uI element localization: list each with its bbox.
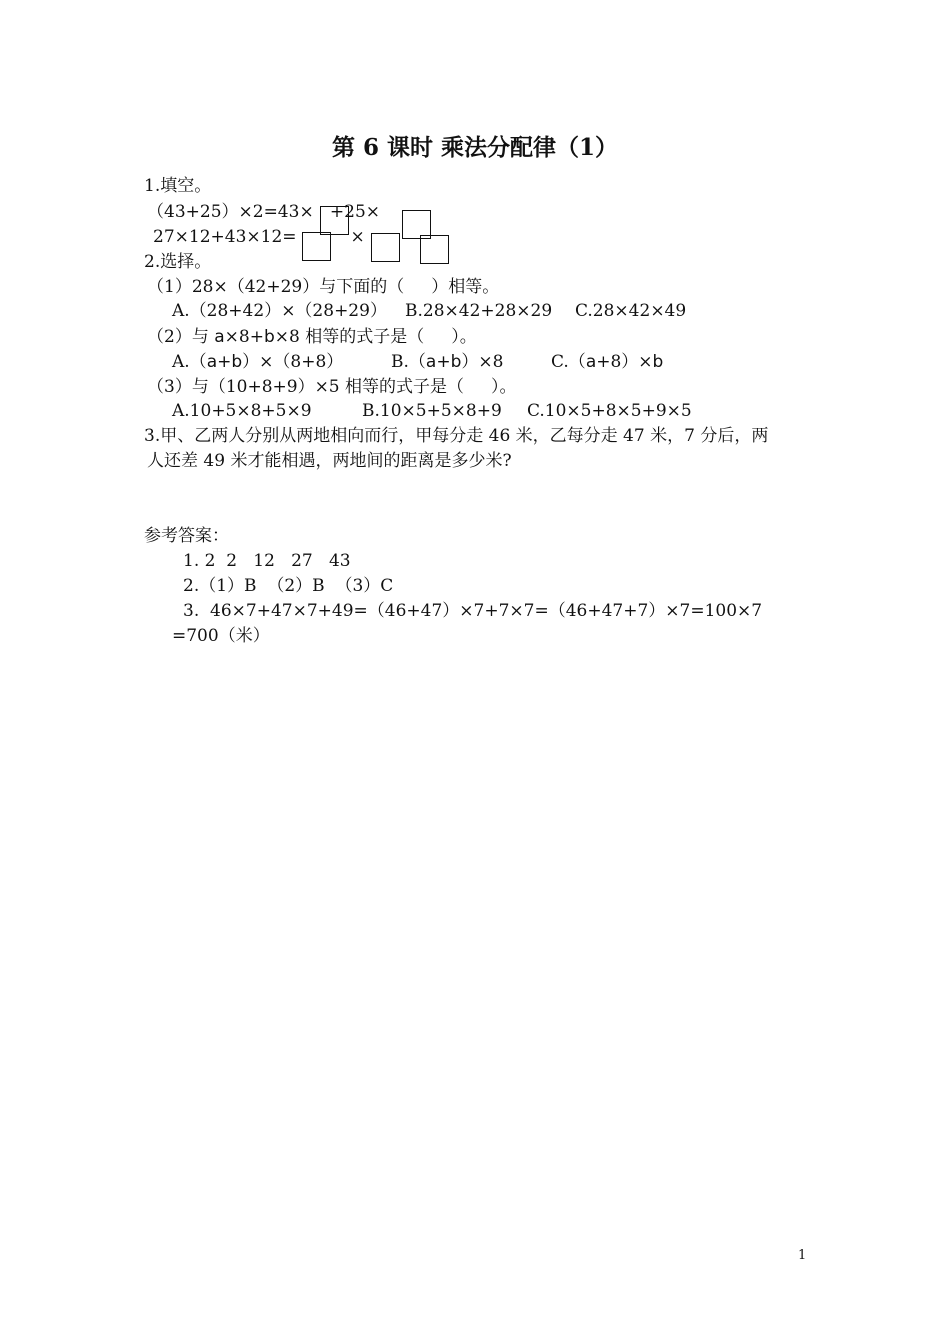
q3-line1: 3.甲、乙两人分别从两地相向而行，甲每分走 46 米，乙每分走 47 米，7 分后，两 xyxy=(144,426,769,446)
answer-box-3[interactable] xyxy=(302,232,331,261)
answer-box-5[interactable] xyxy=(420,235,449,264)
answer-1: 1. 2 2 12 27 43 xyxy=(183,551,351,571)
answer-box-4[interactable] xyxy=(371,233,400,262)
answer-box-1[interactable] xyxy=(320,206,349,235)
q3-line2: 人还差 49 米才能相遇，两地间的距离是多少米? xyxy=(147,451,512,471)
q2-1-option-c: C.28×42×49 xyxy=(575,301,687,321)
q2-2-stem: （2）与 a×8+b×8 相等的式子是（ ）。 xyxy=(147,327,477,347)
q2-1-option-a: A.（28+42）×（28+29） xyxy=(172,301,387,321)
q1-line1: （43+25）×2=43× +25× xyxy=(147,202,381,222)
q2-1-option-b: B.28×42+28×29 xyxy=(405,301,553,321)
page-title: 第 6 课时 乘法分配律（1） xyxy=(331,134,619,161)
q2-3-option-c: C.10×5+8×5+9×5 xyxy=(527,401,692,421)
q2-3-option-b: B.10×5+5×8+9 xyxy=(362,401,502,421)
answers-heading: 参考答案： xyxy=(144,526,229,546)
q2-2-option-b: B.（a+b）×8 xyxy=(391,352,504,372)
q2-1-stem: （1）28×（42+29）与下面的（ ）相等。 xyxy=(147,277,500,297)
q2-heading: 2.选择。 xyxy=(144,252,212,272)
q2-2-option-a: A.（a+b）×（8+8） xyxy=(172,352,344,372)
answer-3-continued: =700（米） xyxy=(172,626,270,646)
q1-line2: 27×12+43×12= × xyxy=(153,227,365,247)
q2-3-stem: （3）与（10+8+9）×5 相等的式子是（ ）。 xyxy=(147,377,517,397)
page-number: 1 xyxy=(798,1248,807,1263)
q2-2-option-c: C.（a+8）×b xyxy=(551,352,664,372)
q1-heading: 1.填空。 xyxy=(144,176,212,196)
answer-3: 3. 46×7+47×7+49=（46+47）×7+7×7=（46+47+7）×7=100×7 xyxy=(183,601,763,621)
answer-2: 2.（1）B （2）B （3）C xyxy=(183,576,394,596)
q2-3-option-a: A.10+5×8+5×9 xyxy=(172,401,312,421)
